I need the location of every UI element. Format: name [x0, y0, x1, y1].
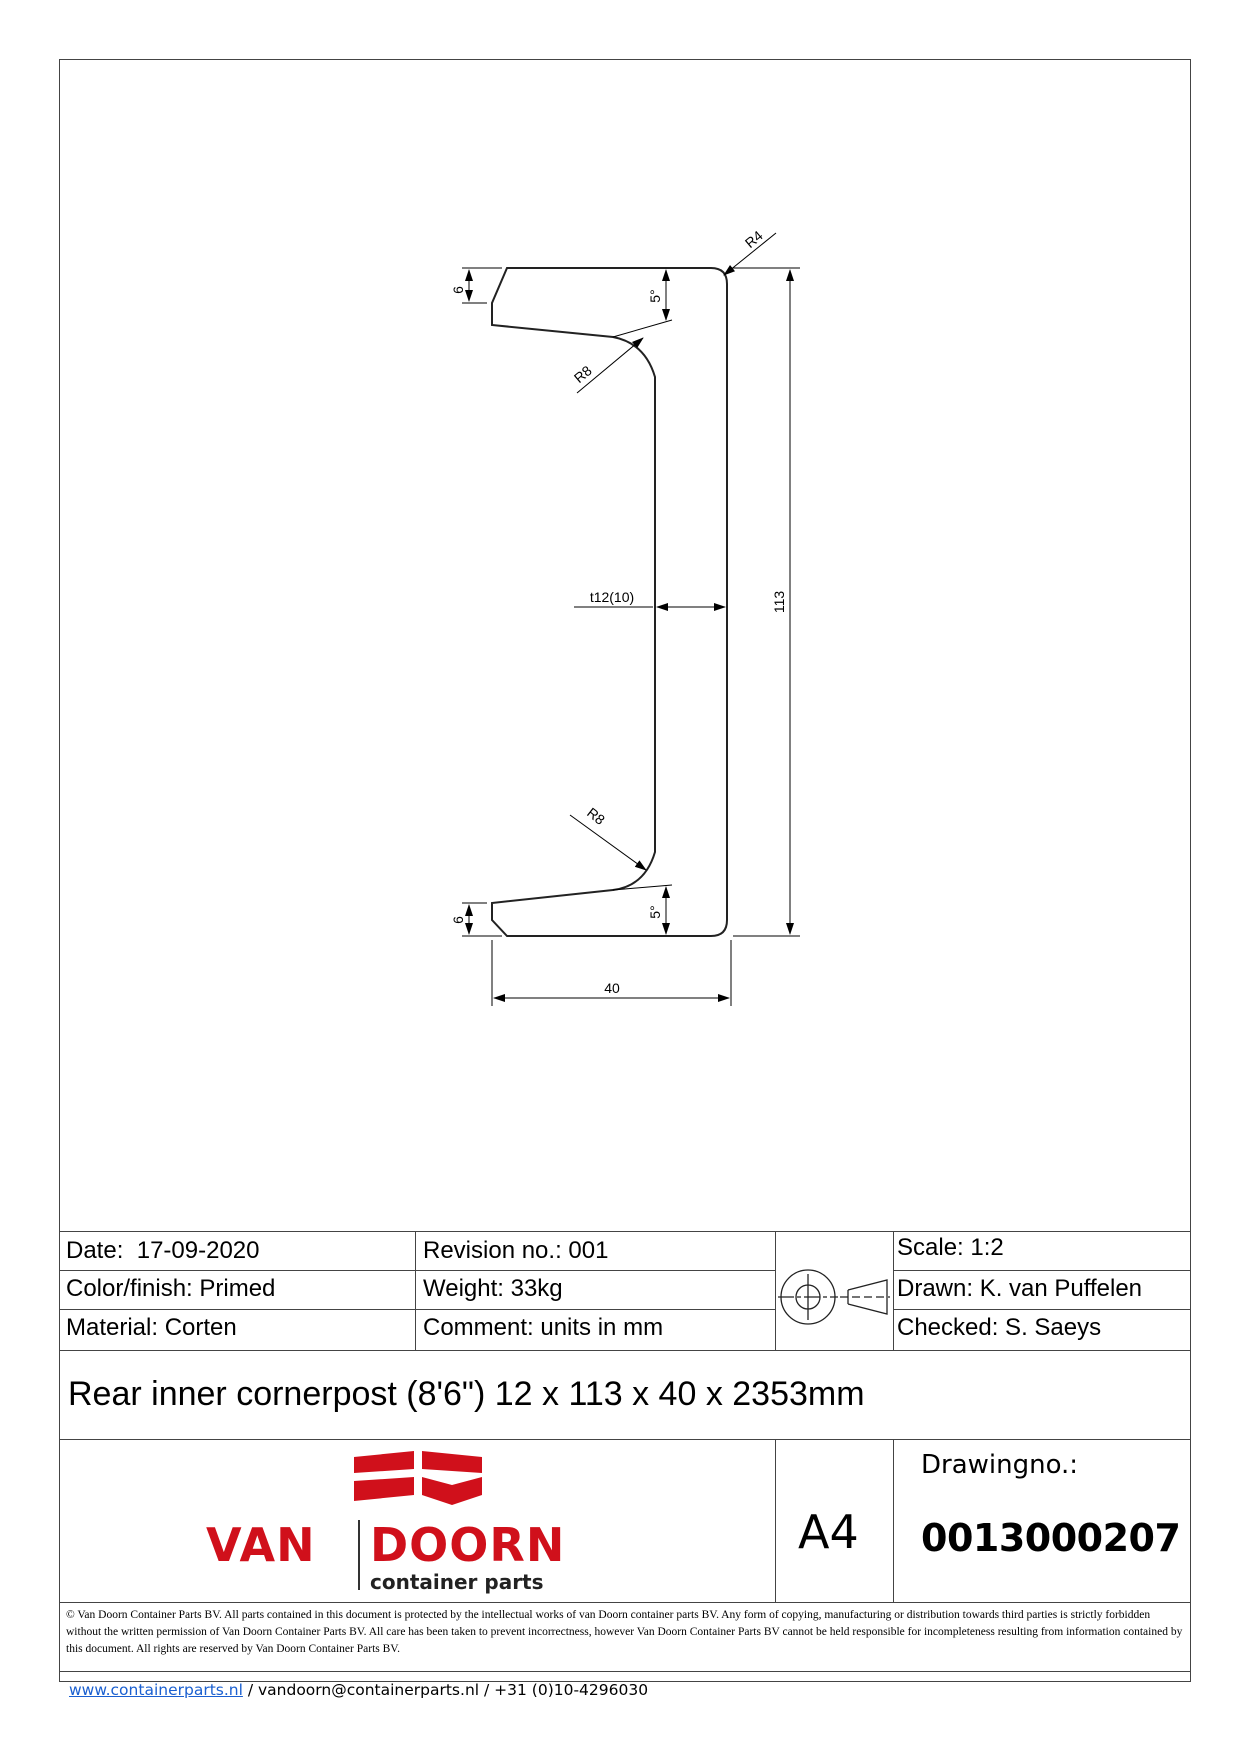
dim-radius-r8-bottom	[570, 815, 646, 870]
dim-angle-top	[613, 270, 672, 337]
tb-line-row1	[59, 1270, 775, 1271]
contact-info: / vandoorn@containerparts.nl / +31 (0)10-4296030	[242, 1681, 649, 1699]
tb-line-top	[59, 1231, 1191, 1232]
drawingno-label: Drawingno.:	[921, 1450, 1079, 1480]
vandoorn-logo	[180, 1446, 640, 1596]
date-label: Date:	[66, 1237, 124, 1264]
date-value: 17-09-2020	[136, 1237, 260, 1264]
drawn-field: Drawn: K. van Puffelen	[897, 1275, 1143, 1302]
revision-field: Revision no.: 001	[423, 1237, 609, 1264]
date-field	[66, 1239, 259, 1263]
logo-subtitle: container parts	[370, 1570, 544, 1594]
tb-vline-1	[415, 1231, 416, 1350]
color-finish-field: Color/finish: Primed	[66, 1275, 276, 1302]
tb-line-title	[59, 1439, 1191, 1440]
dim-label-6-top: 6	[450, 286, 466, 294]
tb-line-row1b	[893, 1270, 1191, 1271]
copyright-notice: © Van Doorn Container Parts BV. All parts contained in this document is protected by the intellectual works of van Doorn container parts BV. Any form of copying, manufacturing or distribution towards third parties is strictly forbidden without the written permission of Van Doorn Container Parts BV. All care has been taken to prevent incorrectness, however Van Doorn Container Parts BV cannot be held responsible for incompleteness resulting from information contained by this document. All rights are reserved by Van Doorn Container Parts BV.	[66, 1609, 1183, 1655]
tb-vline-4	[775, 1439, 776, 1602]
tb-vline-3	[893, 1231, 894, 1350]
checked-field: Checked: S. Saeys	[897, 1314, 1102, 1341]
tb-line-logo	[59, 1602, 1191, 1603]
dim-label-r8-bottom: R8	[584, 804, 609, 828]
tb-vline-2	[775, 1231, 776, 1350]
logo-brand-left: VAN	[206, 1518, 316, 1572]
dim-width	[492, 940, 731, 1006]
comment-field: Comment: units in mm	[423, 1314, 664, 1341]
paper-size: A4	[798, 1505, 859, 1559]
dim-label-angle-top: 5°	[647, 289, 663, 303]
part-title: Rear inner cornerpost (8'6") 12 x 113 x 40 x 2353mm	[68, 1375, 865, 1413]
tb-vline-5	[893, 1439, 894, 1602]
dim-label-6-bottom: 6	[450, 916, 466, 924]
logo-divider	[358, 1520, 360, 1590]
dim-label-angle-bottom: 5°	[647, 905, 663, 919]
material-field: Material: Corten	[66, 1314, 237, 1341]
dim-label-r8-top: R8	[570, 362, 595, 387]
logo-brand-right: DOORN	[370, 1518, 566, 1572]
tb-line-row2b	[893, 1309, 1191, 1310]
dim-angle-bottom	[613, 885, 672, 934]
website-link[interactable]: www.containerparts.nl	[69, 1681, 243, 1699]
tb-line-row3	[59, 1350, 1191, 1351]
dim-top-flange	[462, 268, 502, 303]
dim-label-r4: R4	[741, 227, 766, 252]
logo-mark-icon	[354, 1451, 482, 1507]
dim-bottom-flange	[462, 903, 502, 936]
dim-label-web-thickness: t12(10)	[589, 589, 635, 605]
projection-symbol-icon	[778, 1262, 890, 1332]
dim-label-width: 40	[604, 980, 620, 996]
footer-contact	[69, 1683, 648, 1699]
dim-height	[733, 268, 800, 936]
dim-label-height: 113	[771, 590, 787, 614]
scale-field: Scale: 1:2	[897, 1234, 1004, 1261]
tb-line-copyright	[59, 1671, 1191, 1672]
tb-line-row2	[59, 1309, 775, 1310]
drawingno-value: 0013000207	[921, 1516, 1181, 1560]
weight-field: Weight: 33kg	[423, 1275, 563, 1302]
